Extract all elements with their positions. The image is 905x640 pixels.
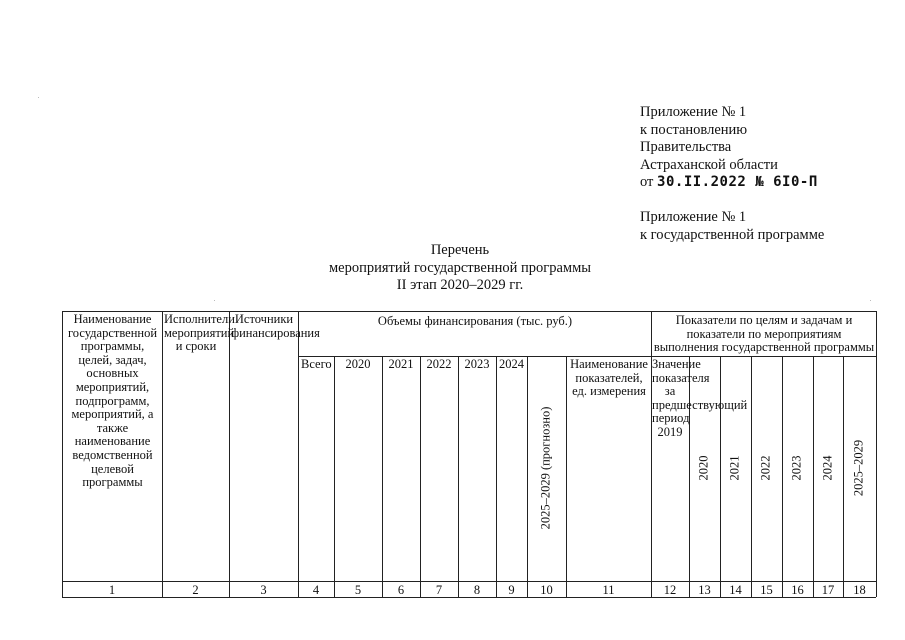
column-border [229, 311, 230, 597]
header-funding-sources: Источники финансирования [231, 312, 320, 340]
column-border [782, 356, 783, 597]
header-indicators-group: Показатели по целям и задачам и показатели по мероприятиям выполнения государственной программы [653, 313, 875, 355]
column-border [751, 356, 752, 597]
scan-speck [214, 300, 215, 301]
title-line: II этап 2020–2029 гг. [396, 277, 524, 293]
header-fin-forecast: 2025–2029 (прогнозно) [538, 406, 553, 530]
column-number: 15 [760, 583, 773, 597]
scan-speck [870, 300, 871, 301]
title-line: мероприятий государственной программы [329, 259, 591, 276]
column-number: 3 [260, 583, 267, 597]
column-number: 7 [435, 583, 443, 597]
header-indicator-name: Наименование показателей, ед. измерения [570, 357, 648, 399]
column-number: 5 [354, 583, 362, 597]
header-fin-year: 2020 [345, 357, 371, 371]
header-fin-year: 2021 [388, 357, 414, 371]
handwritten-date-number: 30.II.2022 № 6I0-П [657, 174, 818, 190]
appendix-line: к постановлению [640, 121, 748, 138]
column-border [689, 356, 690, 597]
header-fin-year: 2024 [499, 357, 524, 371]
table-border-bottom [62, 597, 876, 598]
header-indicator-previous: Значение показателя за предшествующий период 2019 [652, 357, 748, 439]
column-number: 16 [791, 583, 804, 597]
column-number: 2 [192, 583, 199, 597]
column-border [566, 356, 567, 597]
column-number: 18 [853, 583, 866, 597]
column-border [162, 311, 163, 597]
column-border [62, 311, 63, 597]
column-number: 6 [397, 583, 405, 597]
column-number: 10 [540, 583, 553, 597]
column-number: 8 [473, 583, 481, 597]
appendix-line: Приложение № 1 [640, 209, 747, 225]
header-total: Всего [301, 357, 332, 371]
header-ind-year: 2023 [789, 455, 804, 481]
column-number: 4 [312, 583, 320, 597]
column-number: 13 [698, 583, 711, 597]
column-number: 14 [729, 583, 742, 597]
appendix-line: Приложение № 1 [640, 104, 747, 120]
header-ind-year: 2020 [696, 455, 711, 481]
column-border [382, 356, 383, 597]
column-number: 11 [602, 583, 615, 597]
column-border [298, 311, 299, 597]
header-bottom-line [62, 581, 876, 582]
header-ind-year: 2021 [727, 455, 742, 481]
column-border [813, 356, 814, 597]
header-ind-year: 2025–2029 [851, 439, 866, 497]
column-border [458, 356, 459, 597]
column-border [420, 356, 421, 597]
appendix-line: к государственной программе [640, 226, 825, 243]
header-ind-year: 2022 [758, 455, 773, 481]
header-financing-group: Объемы финансирования (тыс. руб.) [377, 314, 573, 328]
appendix-line: Правительства [640, 139, 732, 155]
column-border [876, 311, 877, 597]
scan-speck [38, 97, 39, 98]
column-number: 9 [508, 583, 515, 597]
header-program-name: Наименование государственной программы, целей, задач, основных мероприятий, подпрограмм, мероприятий, а также наименование ведомственной целевой программы [67, 312, 158, 490]
appendix-line: Астраханской области [640, 156, 778, 173]
date-prefix: от [640, 174, 654, 190]
header-fin-year: 2023 [464, 357, 490, 371]
column-border [496, 356, 497, 597]
header-fin-year: 2022 [426, 357, 452, 371]
header-executors: Исполнители мероприятий и сроки [164, 312, 235, 354]
title-line: Перечень [430, 242, 490, 258]
column-border [527, 356, 528, 597]
column-number: 17 [821, 583, 835, 597]
header-ind-year: 2024 [820, 455, 835, 481]
column-border [334, 356, 335, 597]
column-number: 1 [108, 583, 116, 597]
column-number: 12 [663, 583, 677, 597]
column-border [843, 356, 844, 597]
column-border [720, 356, 721, 597]
